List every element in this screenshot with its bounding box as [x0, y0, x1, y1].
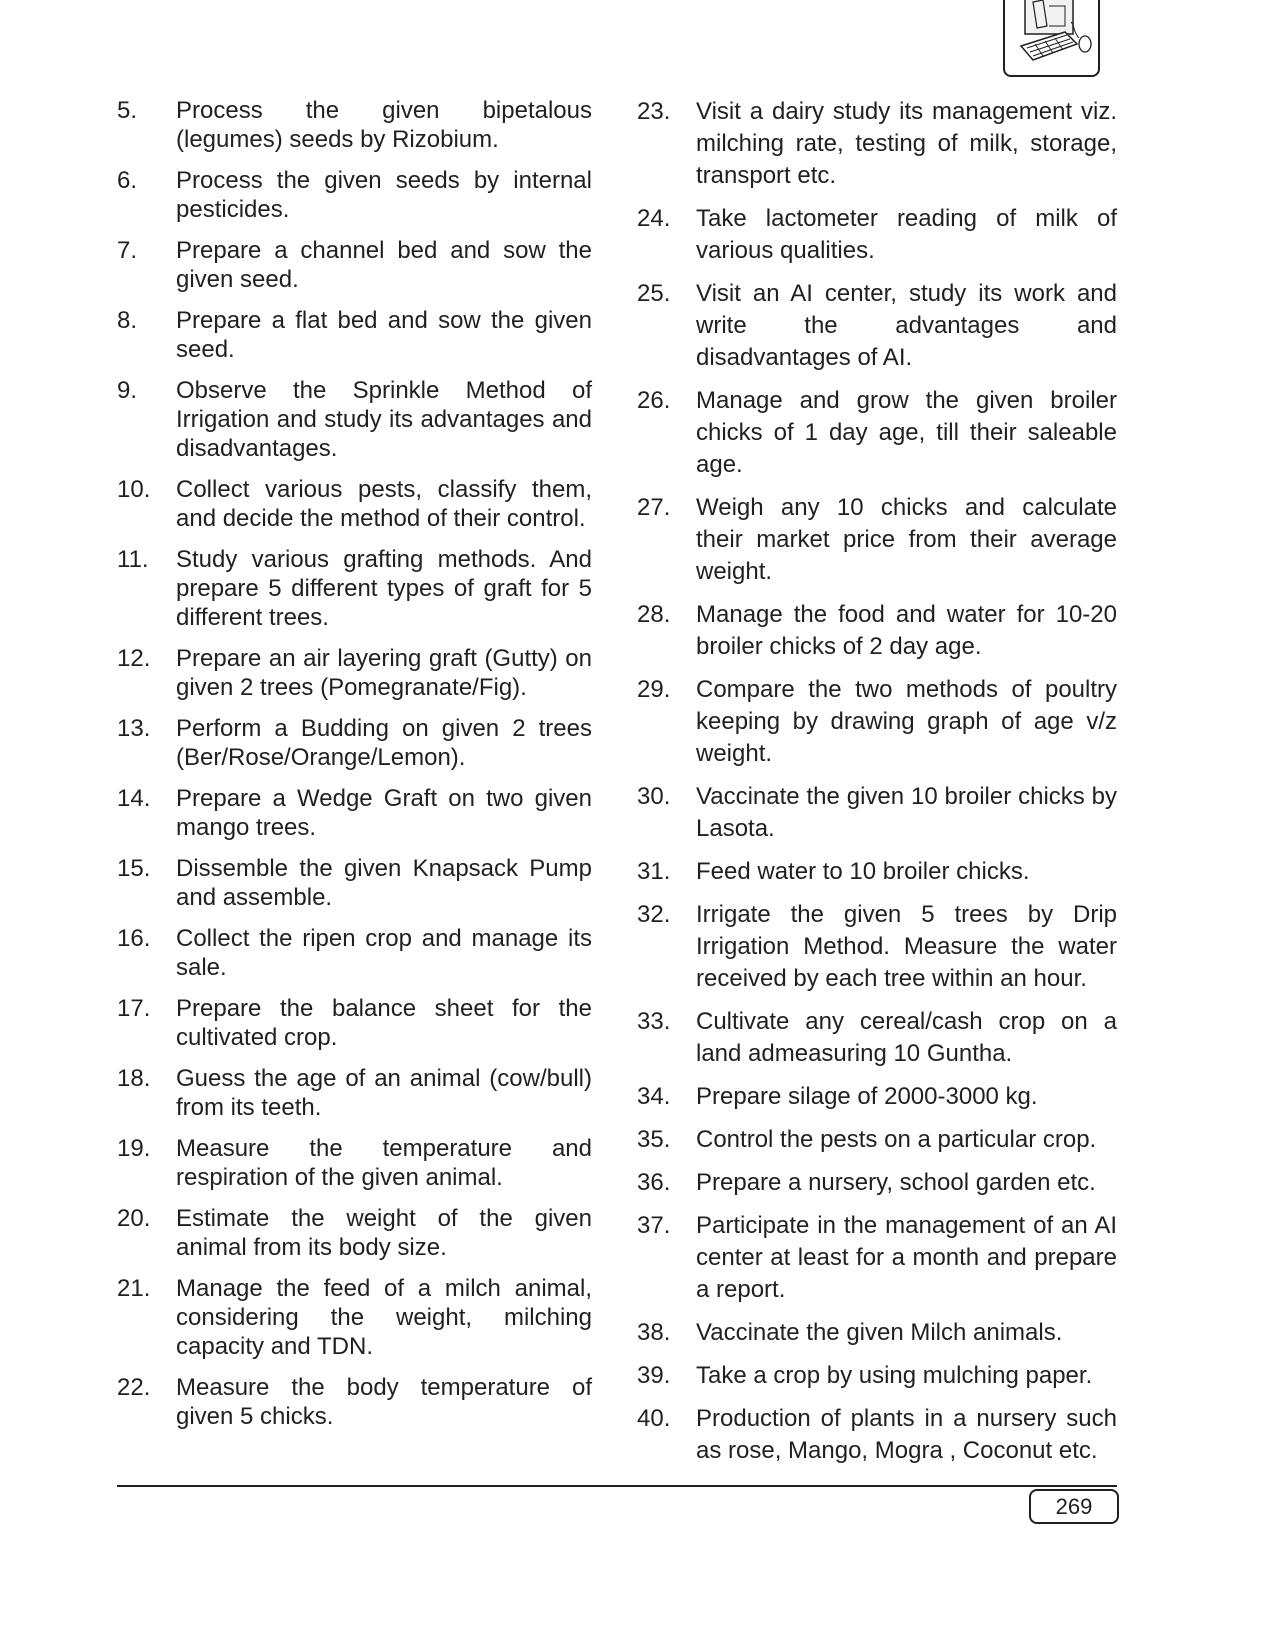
item-number: 7. [117, 237, 138, 264]
item-text: Perform a Budding on given 2 trees (Ber/Rose/Orange/Lemon). [176, 715, 592, 771]
list-item [117, 1204, 592, 1262]
item-number: 20. [117, 1205, 151, 1232]
item-number: 22. [117, 1374, 151, 1401]
list-item [637, 1317, 1117, 1349]
item-text: Process the given seeds by internal pesticides. [176, 167, 592, 223]
item-text: Prepare a Wedge Graft on two given mango trees. [176, 785, 592, 841]
list-item [637, 781, 1117, 845]
item-text: Take a crop by using mulching paper. [696, 1362, 1093, 1389]
item-text: Prepare a flat bed and sow the given seed. [176, 307, 592, 363]
item-number: 21. [117, 1275, 151, 1302]
item-text: Collect various pests, classify them, and decide the method of their control. [176, 476, 592, 532]
list-item [117, 376, 592, 463]
list-item [117, 784, 592, 842]
item-text: Feed water to 10 broiler chicks. [696, 858, 1030, 885]
item-number: 38. [637, 1319, 671, 1346]
list-item [637, 899, 1117, 995]
item-text: Visit an AI center, study its work and write the advantages and disadvantages of AI. [696, 280, 1117, 371]
item-text: Cultivate any cereal/cash crop on a land admeasuring 10 Guntha. [696, 1008, 1117, 1067]
list-item [637, 385, 1117, 481]
item-text: Manage the food and water for 10-20 broiler chicks of 2 day age. [696, 601, 1117, 660]
list-item [637, 674, 1117, 770]
item-number: 23. [637, 98, 671, 125]
item-number: 29. [637, 676, 671, 703]
list-item [117, 1064, 592, 1122]
item-number: 19. [117, 1135, 151, 1162]
item-text: Guess the age of an animal (cow/bull) from its teeth. [176, 1065, 592, 1121]
list-item [117, 475, 592, 533]
item-text: Compare the two methods of poultry keeping by drawing graph of age v/z weight. [696, 676, 1117, 767]
item-number: 15. [117, 855, 151, 882]
item-text: Estimate the weight of the given animal from its body size. [176, 1205, 592, 1261]
item-number: 17. [117, 995, 151, 1022]
item-number: 28. [637, 601, 671, 628]
list-item [637, 1360, 1117, 1392]
list-item [637, 96, 1117, 192]
list-item [117, 1134, 592, 1192]
list-item [637, 492, 1117, 588]
item-number: 16. [117, 925, 151, 952]
right-column [637, 96, 1117, 1478]
item-number: 8. [117, 307, 138, 334]
list-item [117, 714, 592, 772]
list-item [637, 203, 1117, 267]
item-text: Manage the feed of a milch animal, considering the weight, milching capacity and TDN. [176, 1275, 592, 1360]
item-text: Measure the body temperature of given 5 chicks. [176, 1374, 592, 1430]
item-text: Vaccinate the given 10 broiler chicks by Lasota. [696, 783, 1117, 842]
item-number: 24. [637, 205, 671, 232]
item-number: 13. [117, 715, 151, 742]
list-item [117, 644, 592, 702]
item-number: 27. [637, 494, 671, 521]
item-text: Prepare an air layering graft (Gutty) on given 2 trees (Pomegranate/Fig). [176, 645, 592, 701]
item-text: Visit a dairy study its management viz. milching rate, testing of milk, storage, transport etc. [696, 98, 1117, 189]
list-item [637, 1167, 1117, 1199]
item-text: Participate in the management of an AI center at least for a month and prepare a report. [696, 1212, 1117, 1303]
item-text: Manage and grow the given broiler chicks of 1 day age, till their saleable age. [696, 387, 1117, 478]
list-item [637, 1081, 1117, 1113]
item-number: 30. [637, 783, 671, 810]
list-item [637, 1124, 1117, 1156]
item-text: Prepare silage of 2000-3000 kg. [696, 1083, 1038, 1110]
item-number: 35. [637, 1126, 671, 1153]
item-text: Study various grafting methods. And prepare 5 different types of graft for 5 different trees. [176, 546, 592, 631]
left-column [117, 96, 592, 1443]
item-number: 5. [117, 97, 138, 124]
list-item [637, 1403, 1117, 1467]
item-text: Measure the temperature and respiration of the given animal. [176, 1135, 592, 1191]
list-item [117, 545, 592, 632]
item-text: Collect the ripen crop and manage its sale. [176, 925, 592, 981]
item-number: 25. [637, 280, 671, 307]
item-text: Production of plants in a nursery such as rose, Mango, Mogra , Coconut etc. [696, 1405, 1117, 1464]
list-item [637, 599, 1117, 663]
list-item [117, 854, 592, 912]
item-number: 9. [117, 377, 138, 404]
item-number: 31. [637, 858, 671, 885]
footer-rule [117, 1485, 1117, 1487]
list-item [637, 278, 1117, 374]
list-item [117, 924, 592, 982]
list-item [637, 856, 1117, 888]
item-number: 37. [637, 1212, 671, 1239]
list-item [117, 96, 592, 154]
item-text: Vaccinate the given Milch animals. [696, 1319, 1063, 1346]
item-number: 10. [117, 476, 151, 503]
item-text: Process the given bipetalous (legumes) seeds by Rizobium. [176, 97, 592, 153]
list-item [117, 236, 592, 294]
item-text: Control the pests on a particular crop. [696, 1126, 1097, 1153]
item-number: 39. [637, 1362, 671, 1389]
item-text: Observe the Sprinkle Method of Irrigation and study its advantages and disadvantages. [176, 377, 592, 462]
item-number: 6. [117, 167, 138, 194]
item-number: 26. [637, 387, 671, 414]
item-number: 14. [117, 785, 151, 812]
item-number: 36. [637, 1169, 671, 1196]
list-item [117, 1373, 592, 1431]
item-number: 40. [637, 1405, 671, 1432]
item-number: 32. [637, 901, 671, 928]
computer-keyboard-icon [1003, 0, 1100, 78]
page-number: 269 [1029, 1489, 1119, 1524]
item-text: Prepare a nursery, school garden etc. [696, 1169, 1096, 1196]
list-item [117, 1274, 592, 1361]
list-item [117, 994, 592, 1052]
item-text: Prepare a channel bed and sow the given seed. [176, 237, 592, 293]
item-number: 33. [637, 1008, 671, 1035]
item-text: Dissemble the given Knapsack Pump and assemble. [176, 855, 592, 911]
item-text: Prepare the balance sheet for the cultivated crop. [176, 995, 592, 1051]
item-number: 12. [117, 645, 151, 672]
item-number: 11. [117, 546, 149, 573]
item-text: Take lactometer reading of milk of various qualities. [696, 205, 1117, 264]
item-number: 18. [117, 1065, 151, 1092]
item-text: Weigh any 10 chicks and calculate their market price from their average weight. [696, 494, 1117, 585]
list-item [117, 166, 592, 224]
item-number: 34. [637, 1083, 671, 1110]
list-item [637, 1006, 1117, 1070]
list-item [117, 306, 592, 364]
item-text: Irrigate the given 5 trees by Drip Irrigation Method. Measure the water received by each tree within an hour. [696, 901, 1117, 992]
list-item [637, 1210, 1117, 1306]
